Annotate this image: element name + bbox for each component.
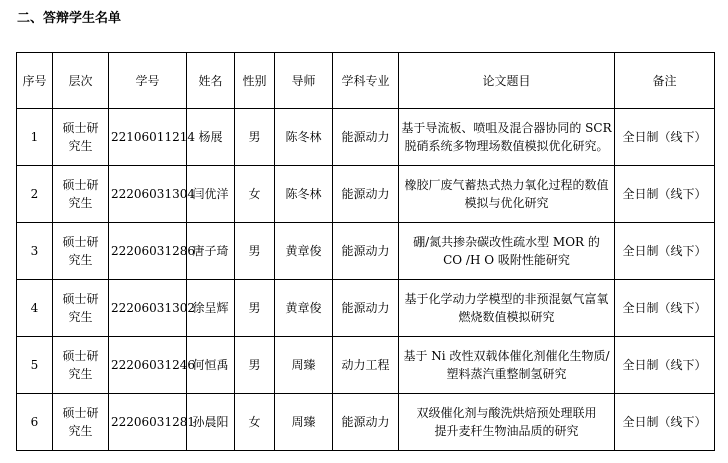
table-header-row [17,53,715,109]
cell-gender: 男 [235,223,275,280]
cell-major: 能源动力 [333,394,399,451]
header-student-id: 学号 [109,53,187,109]
cell-level-line: 究生 [68,424,93,438]
cell-thesis-line: 基于导流板、喷咀及混合器协同的 SCR [401,121,612,135]
defense-student-table [16,52,715,451]
cell-index: 4 [17,280,53,337]
cell-student-id: 22206031281 [109,394,187,451]
cell-advisor: 黄章俊 [275,280,333,337]
cell-note: 全日制（线下） [615,109,715,166]
cell-thesis-line: 燃烧数值模拟研究 [458,310,555,324]
cell-major: 能源动力 [333,109,399,166]
cell-note: 全日制（线下） [615,394,715,451]
cell-student-id: 22106011214 [109,109,187,166]
header-gender: 性别 [235,53,275,109]
cell-level [53,280,109,337]
cell-level-line: 硕士研 [62,121,99,135]
cell-thesis-line: 脱硝系统多物理场数值模拟优化研究。 [404,139,609,153]
cell-gender: 男 [235,109,275,166]
cell-note: 全日制（线下） [615,166,715,223]
cell-level [53,223,109,280]
cell-thesis [399,280,615,337]
cell-note: 全日制（线下） [615,337,715,394]
header-advisor: 导师 [275,53,333,109]
cell-index: 1 [17,109,53,166]
cell-major: 能源动力 [333,280,399,337]
cell-thesis-line: 基于 Ni 改性双载体催化剂催化生物质/ [403,349,610,363]
cell-thesis-line: CO /H O 吸附性能研究 [443,253,570,267]
cell-level [53,109,109,166]
cell-level-line: 究生 [68,253,93,267]
cell-advisor: 陈冬林 [275,166,333,223]
cell-level-line: 究生 [68,367,93,381]
table-row [17,394,715,451]
cell-thesis-line: 硼/氮共掺杂碳改性疏水型 MOR 的 [413,235,600,249]
header-level: 层次 [53,53,109,109]
cell-student-id: 22206031286 [109,223,187,280]
cell-advisor: 黄章俊 [275,223,333,280]
cell-level-line: 究生 [68,310,93,324]
cell-level [53,337,109,394]
cell-name: 闫优洋 [187,166,235,223]
cell-thesis [399,166,615,223]
header-index: 序号 [17,53,53,109]
cell-thesis-line: 基于化学动力学模型的非预混氨气富氧 [404,292,609,306]
cell-gender: 男 [235,280,275,337]
cell-thesis-line: 双级催化剂与酸洗烘焙预处理联用 [416,406,597,420]
cell-student-id: 22206031246 [109,337,187,394]
cell-advisor: 陈冬林 [275,109,333,166]
cell-advisor: 周臻 [275,394,333,451]
cell-name: 杨展 [187,109,235,166]
table-row [17,109,715,166]
cell-level-line: 硕士研 [62,406,99,420]
cell-level-line: 硕士研 [62,178,99,192]
cell-major: 动力工程 [333,337,399,394]
cell-index: 2 [17,166,53,223]
cell-index: 6 [17,394,53,451]
cell-thesis-line: 提升麦秆生物油品质的研究 [434,424,579,438]
cell-major: 能源动力 [333,166,399,223]
cell-level [53,394,109,451]
cell-student-id: 22206031304 [109,166,187,223]
cell-level [53,166,109,223]
cell-index: 3 [17,223,53,280]
cell-level-line: 究生 [68,139,93,153]
cell-name: 孙晨阳 [187,394,235,451]
cell-major: 能源动力 [333,223,399,280]
cell-gender: 女 [235,394,275,451]
cell-thesis [399,223,615,280]
cell-level-line: 硕士研 [62,349,99,363]
table-row [17,337,715,394]
cell-thesis-line: 塑料蒸汽重整制氢研究 [446,367,567,381]
cell-note: 全日制（线下） [615,280,715,337]
header-name: 姓名 [187,53,235,109]
cell-name: 何恒禹 [187,337,235,394]
cell-note: 全日制（线下） [615,223,715,280]
table-row [17,223,715,280]
cell-gender: 女 [235,166,275,223]
table-row [17,280,715,337]
header-major: 学科专业 [333,53,399,109]
cell-thesis [399,109,615,166]
cell-student-id: 22206031302 [109,280,187,337]
cell-advisor: 周臻 [275,337,333,394]
header-thesis: 论文题目 [399,53,615,109]
cell-name: 徐呈辉 [187,280,235,337]
cell-gender: 男 [235,337,275,394]
header-note: 备注 [615,53,715,109]
cell-thesis-line: 橡胶厂废气蓄热式热力氧化过程的数值 [404,178,609,192]
cell-level-line: 究生 [68,196,93,210]
section-heading: 二、答辩学生名单 [17,11,122,26]
cell-index: 5 [17,337,53,394]
cell-level-line: 硕士研 [62,235,99,249]
cell-thesis-line: 模拟与优化研究 [464,196,549,210]
cell-thesis [399,337,615,394]
cell-level-line: 硕士研 [62,292,99,306]
cell-name: 唐子琦 [187,223,235,280]
cell-thesis [399,394,615,451]
table-row [17,166,715,223]
